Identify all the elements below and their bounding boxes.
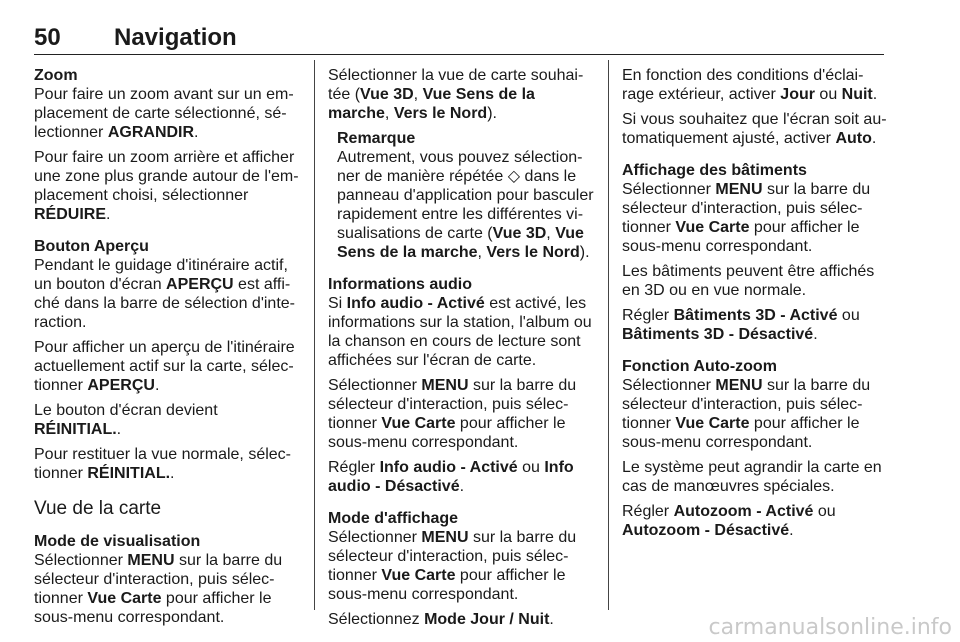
section-heading-affichage-batiments: Affichage des bâtiments <box>622 162 807 179</box>
section-heading-auto-zoom: Fonction Auto-zoom <box>622 358 777 375</box>
section-heading-mode-affichage: Mode d'affichage <box>328 510 459 527</box>
section-heading-apercu: Bouton Aperçu <box>34 238 149 255</box>
paragraph: Autrement, vous pouvez sélection-ner de manière répétée ◇ dans le panneau d'application pour basculer rapidement entre les différentes vi-sualisations de carte (Vue 3D, Vue Sens de la marche, Vers le Nord). <box>337 149 594 261</box>
paragraph: Sélectionner MENU sur la barre du sélecteur d'interaction, puis sélec-tionner Vue Carte pour afficher le sous-menu correspondant. <box>328 377 577 451</box>
column-divider <box>608 60 609 610</box>
column-divider <box>314 60 315 610</box>
paragraph: Le système peut agrandir la carte en cas de manœuvres spéciales. <box>622 459 882 495</box>
note-title: Remarque <box>337 130 416 147</box>
paragraph: Si vous souhaitez que l'écran soit au-tomatiquement ajusté, activer Auto. <box>622 111 887 147</box>
column-3 <box>622 66 890 546</box>
paragraph: Sélectionner MENU sur la barre du sélecteur d'interaction, puis sélec-tionner Vue Carte pour afficher le sous-menu correspondant. <box>622 181 871 255</box>
paragraph: Sélectionner MENU sur la barre du sélecteur d'interaction, puis sélec-tionner Vue Carte pour afficher le sous-menu correspondant. <box>328 529 577 603</box>
paragraph: Pour faire un zoom arrière et afficher une zone plus grande autour de l'em-placement choisi, sélectionner RÉDUIRE. <box>34 149 299 223</box>
page-header <box>34 24 884 55</box>
paragraph: Sélectionner MENU sur la barre du sélecteur d'interaction, puis sélec-tionner Vue Carte pour afficher le sous-menu correspondant. <box>34 552 283 626</box>
paragraph: Le bouton d'écran devient RÉINITIAL.. <box>34 402 218 438</box>
paragraph: Si Info audio - Activé est activé, les informations sur la station, l'album ou la chanson en cours de lecture sont affichées sur l'écran de carte. <box>328 295 592 369</box>
paragraph: Les bâtiments peuvent être affichés en 3D ou en vue normale. <box>622 263 875 299</box>
column-2 <box>328 66 596 635</box>
paragraph: Régler Autozoom - Activé ou Autozoom - Désactivé. <box>622 503 836 539</box>
paragraph: En fonction des conditions d'éclai-rage extérieur, activer Jour ou Nuit. <box>622 67 878 103</box>
paragraph: Sélectionner MENU sur la barre du sélecteur d'interaction, puis sélec-tionner Vue Carte pour afficher le sous-menu correspondant. <box>622 377 871 451</box>
note-box <box>337 129 596 262</box>
view-toggle-icon: ◇ <box>507 168 521 185</box>
column-1 <box>34 66 300 633</box>
paragraph: Sélectionner la vue de carte souhai-tée (Vue 3D, Vue Sens de la marche, Vers le Nord). <box>328 67 584 122</box>
section-heading-mode-visualisation: Mode de visualisation <box>34 533 201 550</box>
paragraph: Pendant le guidage d'itinéraire actif, un bouton d'écran APERÇU est affi-ché dans la barre de sélection d'inte-raction. <box>34 257 295 331</box>
paragraph: Régler Info audio - Activé ou Info audio - Désactivé. <box>328 459 574 495</box>
section-heading-informations-audio: Informations audio <box>328 276 472 293</box>
section-heading-zoom: Zoom <box>34 67 78 84</box>
watermark-text: carmanualsonline.info <box>708 615 952 640</box>
page-title: Navigation <box>114 24 237 51</box>
heading-vue-de-la-carte: Vue de la carte <box>34 498 162 519</box>
paragraph: Pour afficher un aperçu de l'itinéraire actuellement actif sur la carte, sélec-tionner APERÇU. <box>34 339 295 394</box>
page-number: 50 <box>34 24 61 51</box>
paragraph: Sélectionnez Mode Jour / Nuit. <box>328 611 554 628</box>
paragraph: Pour restituer la vue normale, sélec-tionner RÉINITIAL.. <box>34 446 291 482</box>
paragraph: Régler Bâtiments 3D - Activé ou Bâtiments 3D - Désactivé. <box>622 307 860 343</box>
paragraph: Pour faire un zoom avant sur un em-placement de carte sélectionné, sé-lectionner AGRANDIR. <box>34 86 294 141</box>
